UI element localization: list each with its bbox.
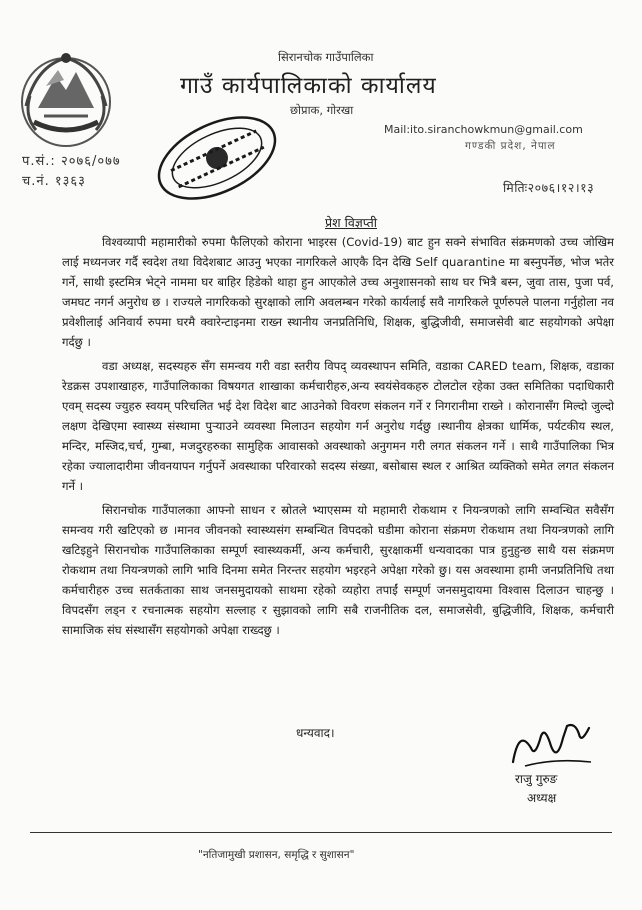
paragraph-1: विश्वव्यापी महामारीको रुपमा फैलिएको कोराना भाइरस (Covid-19) बाट हुन सक्ने संभावित संक्रमणको उच्च जोखिम लाई मध्यनजर गर्दै स्वदेश तथा विदेशबाट आउनु भएका नागरिकले आएकै दिन देखि Self quarantine मा बस्नुपर्नेछ, भोज भतेर गर्ने, साथी इस्टमित्र भेट्ने नाममा घर बाहिर हिडेको थाहा हुन आएकोले उच्च अनुशासनको साथ घर भित्रै बस्न, जुवा तास, पुजा पर्व, जमघट नगर्न अनुरोध छ । राज्यले नागरिकको सुरक्षाको लागि अवलम्बन गरेको कार्यलाई सवै नागरिकले पूर्णरुपले पालना गर्नुहोला नव प्रवेशीलाई अनिवार्य रुपमा घरमै क्वारेन्टाइनमा राख्न स्थानीय जनप्रतिनिधि, शिक्षक, बुद्धिजीवी, समाजसेवी बाट सहयोगको अपेक्षा गर्दछु । (62, 235, 614, 349)
closing-thanks: धन्यवाद। (296, 726, 335, 740)
handwritten-signature (505, 718, 597, 774)
office-email: Mail:ito.siranchowkmun@gmail.com (384, 123, 583, 136)
nepal-emblem-icon (16, 46, 116, 152)
dispatch-number: च.नं. १३६३ (22, 174, 86, 189)
document-date: मितिः२०७६।१२।१३ (503, 180, 595, 195)
office-title: गाउँ कार्यपालिकाको कार्यालय (180, 73, 437, 99)
office-stamp (148, 112, 286, 204)
signatory-name: राजु गुरुङ (515, 772, 558, 786)
press-release-body (62, 232, 614, 644)
press-release-title: प्रेश विज्ञप्ती (325, 215, 377, 230)
footer-motto: "नतिजामुखी प्रशासन, समृद्धि र सुशासन" (198, 849, 355, 861)
reference-number: प.सं.: २०७६/०७७ (22, 154, 121, 169)
office-location: छोप्राक, गोरखा (290, 103, 354, 117)
province: गण्डकी प्रदेश, नेपाल (465, 140, 556, 152)
footer-divider (30, 832, 612, 833)
paragraph-3: सिरानचोक गाउँपालकाा आफ्नो साधन र स्रोतले भ्याएसम्म यो महामारी रोकथाम र नियन्त्रणको लागि सम्वन्धित सवैसँग समन्वय गरी खटिएको छ ।मानव जीवनको स्वास्थ्यसंग सम्बन्धित विपदको घडीमा कोराना संक्रमण रोकथाम तथा नियन्त्रणको लागि खटिइहुने सिरानचोक गाउँपालिकाका सम्पूर्ण स्वास्थ्यकर्मी, अन्य कर्मचारी, सुरक्षाकर्मी धन्यवादका पात्र हुनुहुन्छ साथै यस संक्रमण रोकथाम तथा नियन्त्रणको लागि भावि दिनमा समेत निरन्तर सहयोग भइरहने अपेक्षा गरेको छु। यस अवस्थामा हामी जनप्रतिनिधि तथा कर्मचारीहरु उच्च सतर्कताका साथ जनसमुदायको साथमा रहेको व्यहोरा तपाईं सम्पूर्ण जनसमुदायमा विश्वास दिलाउन चाहन्छु । विपदसँग लड्न र रचनात्मक सहयोग सल्लाह र सुझावको लागि सबै राजनीतिक दल, समाजसेवी, बुद्धिजीवि, शिक्षक, कर्मचारी सामाजिक संघ संस्थासँग सहयोगको अपेक्षा राख्दछु । (62, 503, 614, 637)
signatory-title: अध्यक्ष (527, 791, 557, 805)
paragraph-2: वडा अध्यक्ष, सदस्यहरु सँग समन्वय गरी वडा स्तरीय विपद् व्यवस्थापन समिति, वडाका CARED team, शिक्षक, वडाका रेडक्रस उपशाखाहरु, गाउँपालिकाका विषयगत शाखाका कर्मचारीहरु,अन्य स्वयंसेवकहरु टोलटोल रहेका उक्त समितिका पदाधिकारी एवम् सदस्य ज्युहरु स्वयम् परिचलित भई देश विदेश बाट आउनेको विवरण संकलन गर्ने र निगरानीमा राख्ने । कोरानासँग मिल्दो जुल्दो लक्षण देखिएमा स्वास्थ्य संस्थामा पुऱ्याउने व्यवस्था मिलाउन सहयोग गर्न अनुरोध गर्दछु ।स्थानीय क्षेत्रका धार्मिक, पर्यटकीय स्थल, मन्दिर, मस्जिद,चर्च, गुम्बा, मजदुरहरुका सामुहिक आवासको अवस्थाको अनुगमन गरी लगत संकलन गर्ने । साथै गाउँपालिका भित्र रहेका ज्यालादारीमा जीवनयापन गर्नुपर्ने अवस्थाका परिवारको सदस्य संख्या, बसोबास स्थल र आश्रित व्यक्तिको समेत लगत संकलन गर्ने । (62, 359, 614, 493)
municipality-name: सिरानचोक गाउँपालिका (278, 50, 374, 64)
